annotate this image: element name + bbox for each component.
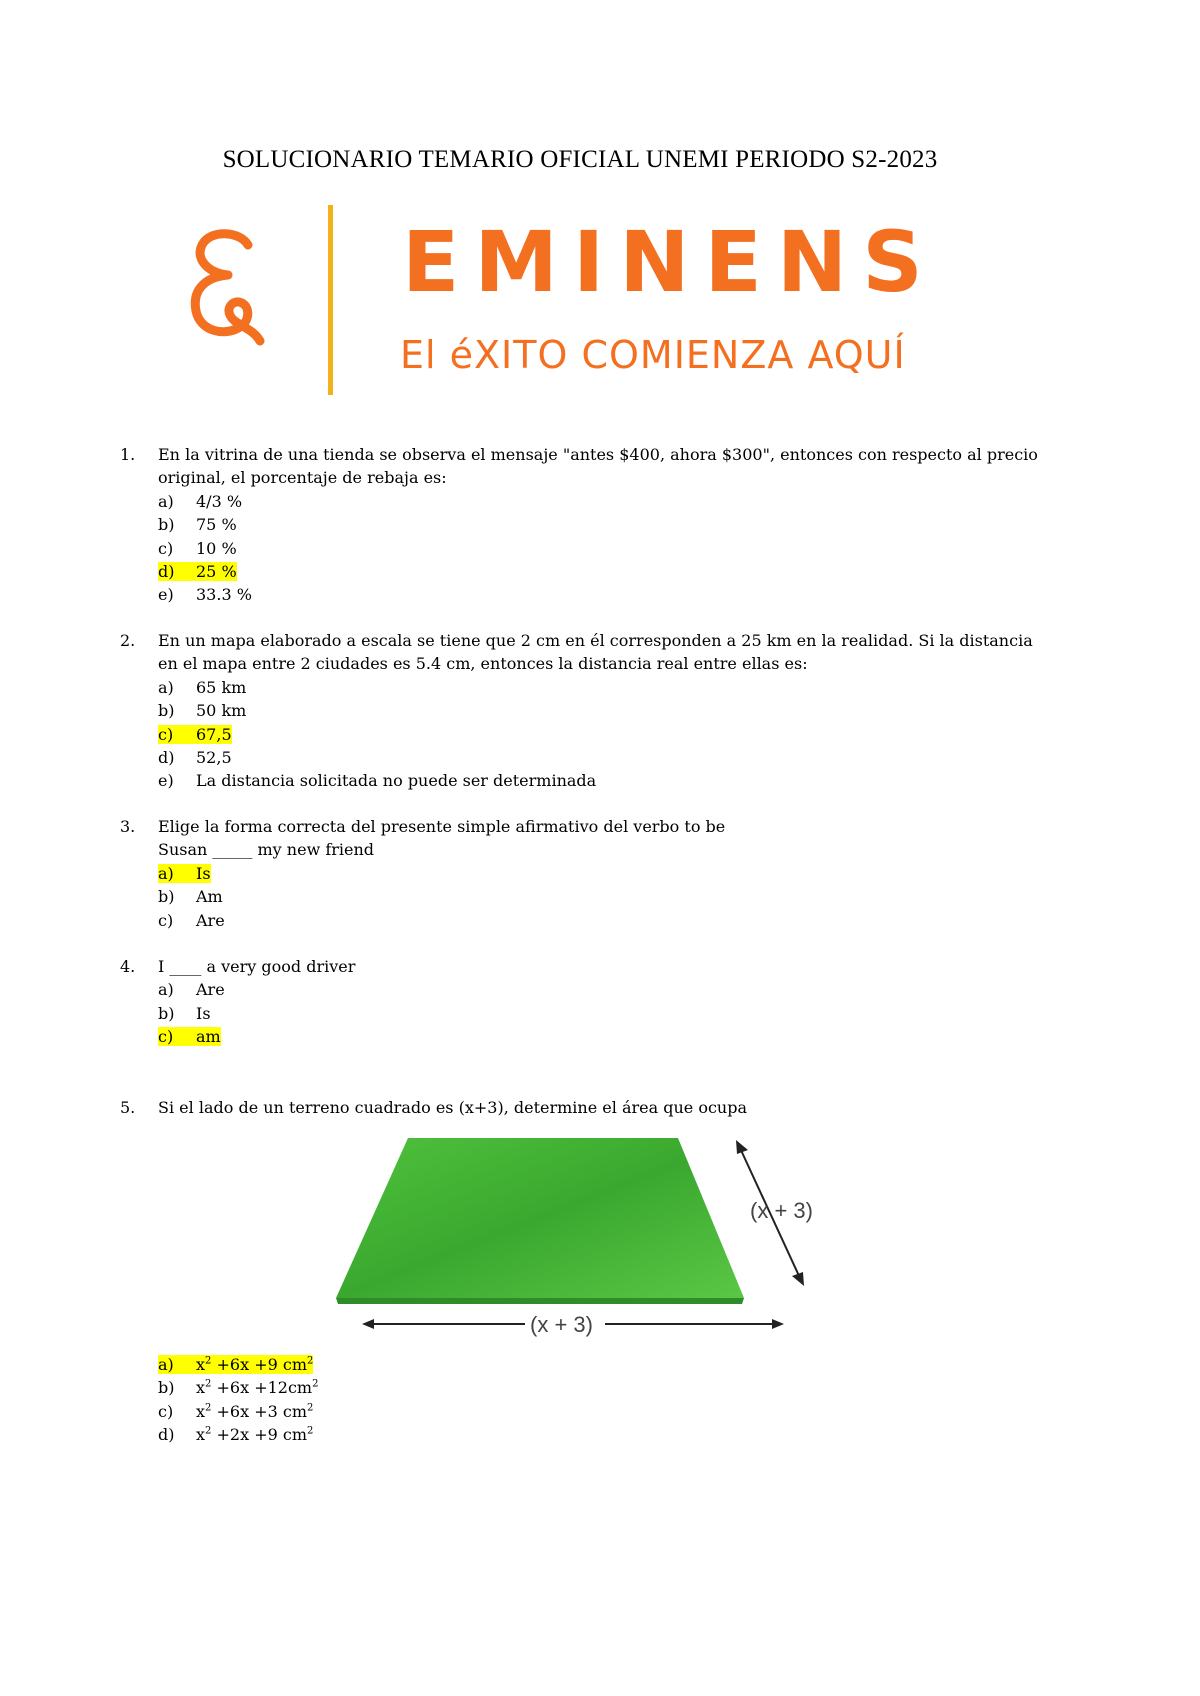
option-letter: d): [158, 561, 175, 581]
option-text: x: [196, 1425, 206, 1445]
option-a: [158, 490, 1040, 513]
option-text: 50 km: [196, 701, 247, 721]
option-letter: b): [158, 1378, 175, 1398]
epsilon-logo-icon: [190, 227, 270, 357]
question-line: Si el lado de un terreno cuadrado es (x+3), determine el área que ocupa: [158, 1098, 747, 1117]
option-b: [158, 885, 1040, 908]
option-text: Are: [196, 910, 225, 930]
option-text: +6x +3 cm: [211, 1401, 307, 1421]
question-line: Elige la forma correcta del presente simple afirmativo del verbo to be: [158, 817, 726, 836]
exponent: 2: [312, 1379, 319, 1391]
question-number: 3.: [120, 817, 136, 836]
exponent: 2: [307, 1402, 314, 1414]
question-1: [120, 443, 1040, 607]
exponent: 2: [205, 1355, 212, 1367]
option-text: x: [196, 1378, 206, 1398]
question-number: 2.: [120, 631, 136, 650]
options-list: [158, 978, 1040, 1048]
option-letter: b): [158, 887, 175, 907]
option-text: Is: [196, 863, 211, 883]
question-5: [120, 1096, 1040, 1119]
option-letter: b): [158, 1003, 175, 1023]
logo-tagline: El éXITO COMIENZA AQUÍ: [400, 333, 906, 377]
grass-surface: [336, 1138, 744, 1298]
option-text: 75 %: [196, 515, 237, 535]
side-arrow-head-bottom: [792, 1272, 804, 1286]
option-text: 10 %: [196, 538, 237, 558]
option-letter: c): [158, 1401, 174, 1421]
option-b: [158, 513, 1040, 536]
options-list: [158, 1353, 1040, 1447]
option-letter: e): [158, 771, 174, 791]
option-letter: c): [158, 538, 174, 558]
question-line: I ____ a very good driver: [158, 957, 356, 976]
option-e: [158, 583, 1040, 606]
option-b: [158, 1002, 1040, 1025]
option-letter: a): [158, 1355, 174, 1374]
option-letter: a): [158, 863, 174, 883]
option-letter: a): [158, 677, 174, 697]
option-letter: d): [158, 1425, 175, 1445]
option-text: 52,5: [196, 747, 232, 767]
question-4: [120, 955, 1040, 1049]
question-text: [158, 443, 1040, 490]
square-terrain-figure: [330, 1138, 830, 1343]
option-letter: c): [158, 910, 174, 930]
question-line: En un mapa elaborado a escala se tiene que 2 cm en él corresponden a 25 km en la realidad. Si la distancia: [158, 631, 1033, 650]
option-a-correct: [158, 1353, 1040, 1376]
option-letter: c): [158, 724, 174, 744]
exponent: 2: [205, 1425, 212, 1437]
question-5-options: [120, 1353, 1040, 1447]
question-line: Susan _____ my new friend: [158, 840, 375, 860]
option-a: [158, 978, 1040, 1001]
option-c-correct: [158, 723, 1040, 746]
question-line: en el mapa entre 2 ciudades es 5.4 cm, entonces la distancia real entre ellas es:: [158, 654, 808, 674]
question-2: [120, 629, 1040, 793]
document-title: SOLUCIONARIO TEMARIO OFICIAL UNEMI PERIODO S2-2023: [222, 146, 938, 173]
grass-square-illustration: [330, 1138, 830, 1343]
option-letter: c): [158, 1027, 174, 1047]
option-a-correct: [158, 862, 1040, 885]
option-letter: a): [158, 980, 174, 1000]
option-e: [158, 769, 1040, 792]
option-text: +2x +9 cm: [211, 1425, 307, 1445]
bottom-arrow-head-right: [772, 1319, 784, 1329]
option-text: 33.3 %: [196, 585, 252, 605]
option-text: Am: [196, 887, 223, 907]
option-letter: e): [158, 585, 174, 605]
logo-divider: [328, 205, 333, 395]
option-letter: d): [158, 747, 175, 767]
option-d-correct: [158, 560, 1040, 583]
question-number: 4.: [120, 957, 136, 976]
option-text: 4/3 %: [196, 491, 243, 511]
question-number: 1.: [120, 445, 136, 464]
grass-edge: [336, 1298, 744, 1304]
option-text: +6x +9 cm: [211, 1355, 307, 1374]
option-text: 65 km: [196, 677, 247, 697]
option-text: 25 %: [196, 561, 237, 581]
question-text: [158, 955, 1040, 978]
options-list: [158, 862, 1040, 932]
logo-brand-name: EMINENS: [402, 213, 938, 311]
question-3: [120, 815, 1040, 932]
option-d: [158, 1423, 1040, 1446]
question-text: [158, 1096, 1040, 1119]
option-text: 67,5: [196, 724, 232, 744]
options-list: [158, 676, 1040, 793]
question-line: En la vitrina de una tienda se observa el mensaje "antes $400, ahora $300", entonces con respecto al precio: [158, 445, 1038, 464]
option-letter: b): [158, 701, 175, 721]
exponent: 2: [205, 1402, 212, 1414]
option-text: Is: [196, 1003, 211, 1023]
question-text: [158, 815, 1040, 862]
bottom-arrow-head-left: [362, 1319, 374, 1329]
option-letter: b): [158, 515, 175, 535]
option-text: Are: [196, 980, 225, 1000]
option-c: [158, 537, 1040, 560]
option-letter: a): [158, 491, 174, 511]
option-text: am: [196, 1027, 221, 1047]
exponent: 2: [205, 1379, 212, 1391]
option-text: x: [196, 1355, 206, 1374]
bottom-label: (x + 3): [530, 1312, 593, 1337]
options-list: [158, 490, 1040, 607]
option-d: [158, 746, 1040, 769]
option-text: x: [196, 1401, 206, 1421]
option-c: [158, 1400, 1040, 1423]
option-a: [158, 676, 1040, 699]
eminens-logo: [190, 205, 970, 395]
option-text: +6x +12cm: [211, 1378, 313, 1398]
question-number: 5.: [120, 1098, 136, 1117]
option-b: [158, 1376, 1040, 1399]
side-label: (x + 3): [750, 1198, 813, 1223]
option-c: [158, 909, 1040, 932]
option-text: La distancia solicitada no puede ser determinada: [196, 771, 597, 791]
exponent: 2: [307, 1425, 314, 1437]
question-text: [158, 629, 1040, 676]
option-b: [158, 699, 1040, 722]
exponent: 2: [307, 1355, 314, 1367]
option-c-correct: [158, 1025, 1040, 1048]
side-arrow-head-top: [736, 1140, 748, 1154]
question-line: original, el porcentaje de rebaja es:: [158, 468, 447, 488]
